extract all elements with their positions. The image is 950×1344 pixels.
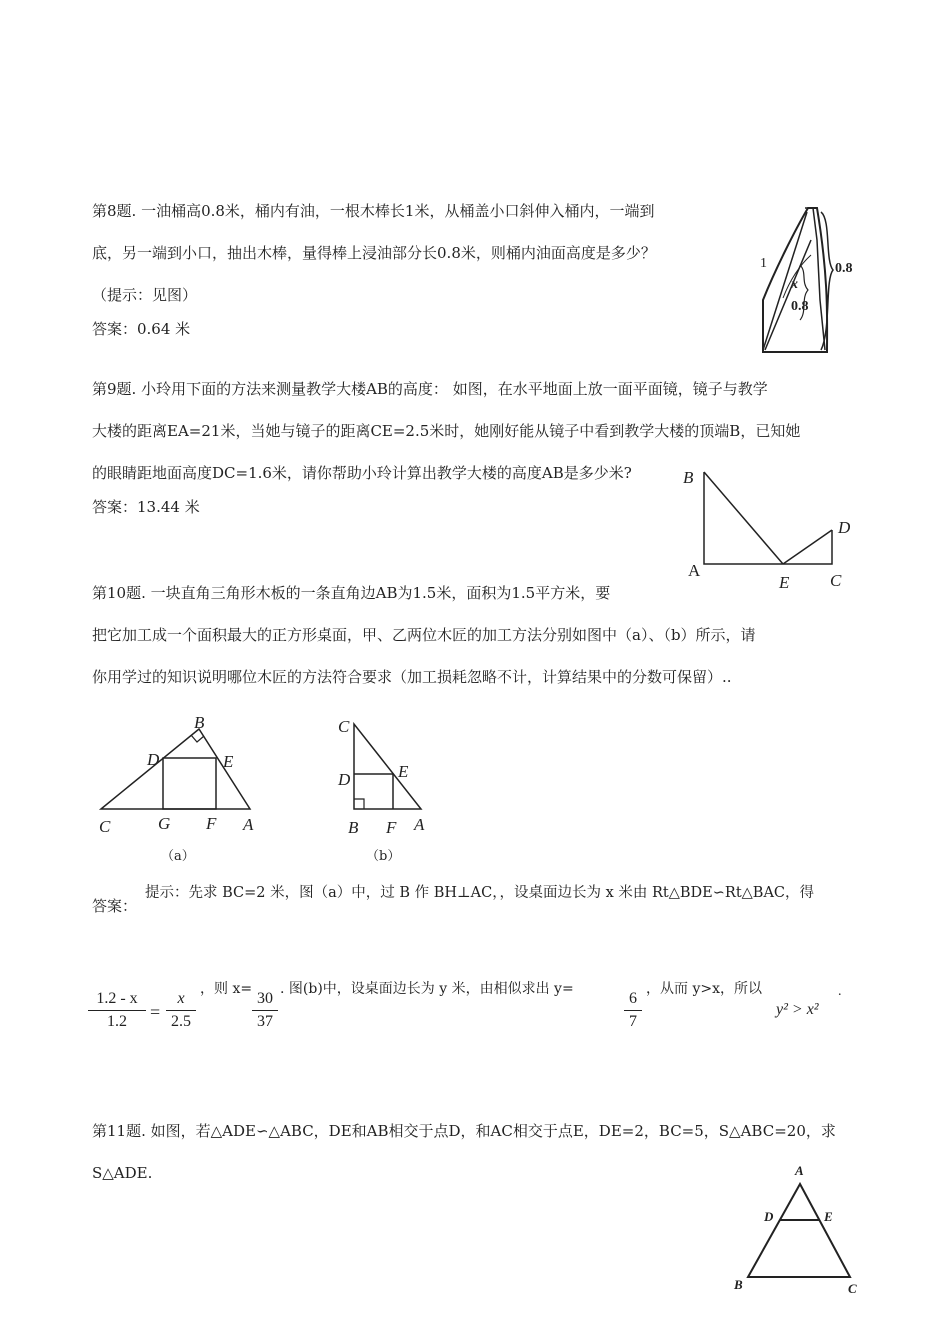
eq-fraction-2	[166, 991, 196, 1030]
q9-line3: 的眼睛距地面高度DC=1.6米，请你帮助小玲计算出教学大楼的高度AB是多少米?	[92, 464, 632, 482]
q10-figure-b	[330, 712, 450, 872]
q10b-label-C: C	[338, 717, 350, 736]
q10a-label-A: A	[243, 815, 254, 834]
q10-answer-text: 提示：先求 BC=2 米，图（a）中，过 B 作 BH⊥AC，，设桌面边长为 x 米由 Rt△BDE∽Rt△BAC，得	[145, 885, 815, 901]
eq-f1-num: 1.2 - x	[96, 990, 138, 1007]
q9-label-A: A	[688, 561, 701, 580]
q10b-label-F: F	[386, 818, 397, 837]
q11-figure-triangle	[728, 1160, 868, 1300]
q10b-caption: （b）	[366, 849, 401, 864]
q10a-label-B: B	[194, 713, 205, 732]
q11-label-B: B	[734, 1277, 743, 1292]
eq-f4-den: 7	[629, 1013, 637, 1030]
q8-line2: 底，另一端到小口，抽出木棒，量得棒上浸油部分长0.8米，则桶内油面高度是多少？	[92, 244, 656, 262]
q10-line2: 把它加工成一个面积最大的正方形桌面，甲、乙两位木匠的加工方法分别如图中（a）、（b）所示，请	[92, 626, 756, 644]
q10-line3: 你用学过的知识说明哪位木匠的方法符合要求（加工损耗忽略不计，计算结果中的分数可保留）..	[92, 668, 732, 686]
q11-label-D: D	[764, 1209, 774, 1224]
q10a-caption: （a）	[161, 849, 195, 864]
q10b-label-D: D	[338, 770, 351, 789]
q10b-label-A: A	[414, 815, 425, 834]
eq-fraction-4	[624, 991, 642, 1030]
q8-answer: 答案：0.64 米	[92, 320, 191, 338]
q11-line1: 第11题. 如图，若△ADE∽△ABC，DE和AB相交于点D，和AC相交于点E，DE=2，BC=5，S△ABC=20，求	[92, 1122, 836, 1140]
q10-line1: 第10题. 一块直角三角形木板的一条直角边AB为1.5米，面积为1.5平方米，要	[92, 584, 611, 602]
q8-fig-label-x: x	[791, 277, 798, 292]
eq-equals: =	[150, 1002, 161, 1022]
eq-f2-den: 2.5	[171, 1013, 191, 1030]
q8-line1: 第8题. 一油桶高0.8米，桶内有油，一根木棒长1米，从桶盖小口斜伸入桶内，一端到	[92, 202, 655, 220]
q9-figure-mirror	[680, 462, 860, 597]
q10b-label-E: E	[398, 762, 409, 781]
q10b-label-B: B	[348, 818, 359, 837]
q9-answer: 答案：13.44 米	[92, 498, 200, 516]
q8-fig-label-08-right: 0.8	[835, 261, 853, 276]
q10-figure-a	[95, 712, 275, 872]
eq-f4-num: 6	[629, 990, 637, 1007]
eq-inequality: y² > x²	[776, 1001, 819, 1018]
q10a-label-F: F	[206, 814, 217, 833]
q9-label-C: C	[830, 571, 842, 590]
q10-answer-label: 答案：	[92, 897, 138, 915]
q11-label-A: A	[795, 1163, 804, 1178]
q10a-label-C: C	[99, 817, 111, 836]
q10a-label-E: E	[223, 752, 234, 771]
eq-f2-num: x	[177, 990, 185, 1007]
q9-label-D: D	[838, 518, 851, 537]
eq-f3-den: 37	[257, 1013, 273, 1030]
eq-fraction-3	[252, 991, 278, 1030]
q9-line2: 大楼的距离EA=21米，当她与镜子的距离CE=2.5米时，她刚好能从镜子中看到教学大楼的顶端B，已知她	[92, 422, 801, 440]
eq-fraction-1	[88, 991, 146, 1030]
q8-fig-label-1: 1	[760, 256, 767, 271]
eq-then-x: ，则 x=	[200, 981, 253, 997]
eq-f1-den: 1.2	[107, 1013, 127, 1030]
q9-label-B: B	[683, 468, 694, 487]
q11-label-E: E	[824, 1209, 833, 1224]
q9-label-E: E	[779, 573, 790, 592]
q11-label-C: C	[848, 1281, 857, 1296]
q11-line2: S△ADE.	[92, 1164, 153, 1182]
q10a-label-G: G	[158, 814, 171, 833]
q9-line1: 第9题. 小玲用下面的方法来测量教学大楼AB的高度： 如图，在水平地面上放一面平面镜，镜子与教学	[92, 380, 768, 398]
eq-end: .	[838, 984, 842, 999]
q10a-label-D: D	[147, 750, 160, 769]
q8-hint: （提示：见图）	[92, 286, 198, 304]
q8-fig-label-08-inner: 0.8	[791, 299, 809, 314]
eq-middle: . 图(b)中，设桌面边长为 y 米，由相似求出 y=	[280, 981, 574, 997]
q8-figure-oil-barrel	[755, 200, 865, 360]
eq-f3-num: 30	[257, 990, 273, 1007]
eq-tail: ，从而 y>x，所以	[646, 981, 762, 997]
